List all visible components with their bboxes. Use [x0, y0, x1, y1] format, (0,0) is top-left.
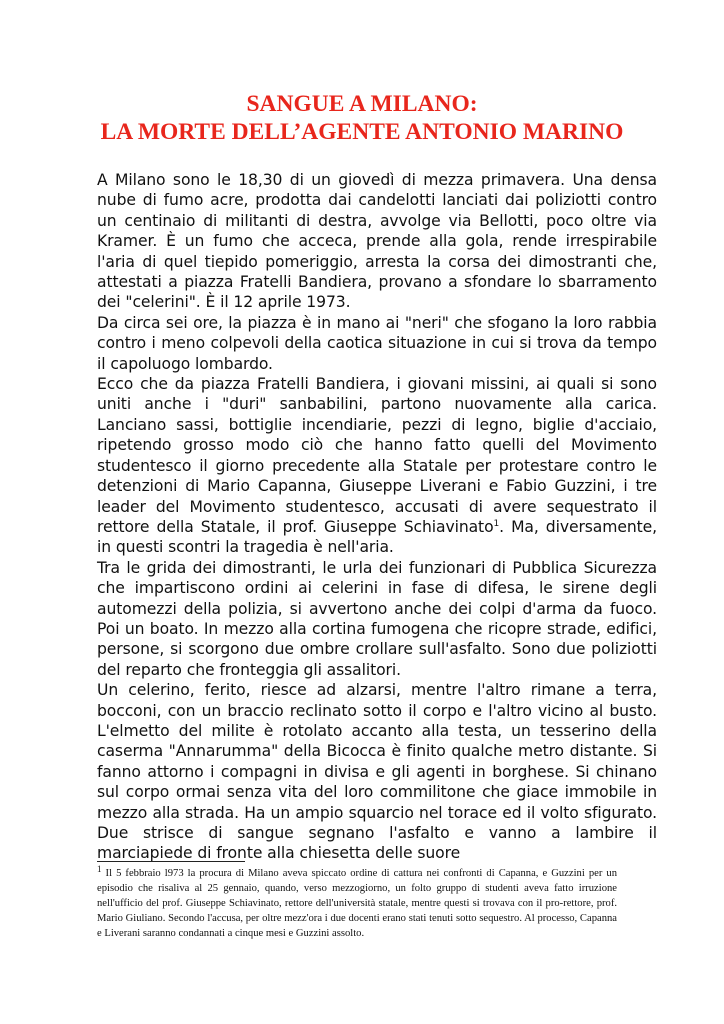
paragraph-4 — [97, 558, 657, 680]
paragraph-text: Da circa sei ore, la piazza è in mano ai "neri" che sfogano la loro rabbia contro i meno colpevoli della caotica situazione in cui si trova da tempo il capoluogo lombardo. — [97, 313, 657, 373]
footnote-number: 1 — [97, 864, 102, 874]
paragraph-text: . Ma, diversamente, in questi scontri la tragedia è nell'aria. — [97, 517, 657, 557]
paragraph-1 — [97, 170, 657, 313]
paragraph-text: Un celerino, ferito, riesce ad alzarsi, mentre l'altro rimane a terra, bocconi, con un braccio reclinato sotto il corpo e l'altro vicino al busto. L'elmetto del milite è rotolato accanto alla testa, un tesserino della caserma "Annarumma" della Bicocca è finito qualche metro distante. Si fanno attorno i compagni in divisa e gli agenti in borghese. Si chinano sul corpo ormai senza vita del loro commilitone che giace immobile in mezzo alla strada. Ha un ampio squarcio nel torace ed il volto sfigurato. Due strisce di sangue segnano l'asfalto e vanno a lambire il marciapiede di fronte alla chiesetta delle suore — [97, 681, 657, 863]
article-body — [97, 170, 657, 864]
title-line-2: LA MORTE DELL’AGENTE ANTONIO MARINO — [100, 119, 624, 145]
document-title — [0, 90, 724, 146]
footnote-divider — [97, 861, 245, 862]
title-line-1: SANGUE A MILANO: — [246, 91, 478, 117]
footnote — [97, 866, 617, 941]
paragraph-2 — [97, 313, 657, 374]
footnote-text: Il 5 febbraio l973 la procura di Milano aveva spiccato ordine di cattura nei confronti di Capanna, e Guzzini per un episodio che risaliva al 25 gennaio, quando, verso mezzogiorno, un folto gruppo di studenti aveva fatto irruzione nell'ufficio del prof. Giuseppe Schiavinato, rettore dell'università statale, mentre questi si trovava con il pro-rettore, prof. Mario Giuliano. Secondo l'accusa, per oltre mezz'ora i due docenti erano stati tenuti sotto sequestro. Al processo, Capanna e Liverani saranno condannati a cinque mesi e Guzzini assolto. — [97, 868, 617, 939]
footnote-reference[interactable]: 1 — [493, 518, 500, 529]
paragraph-3 — [97, 374, 657, 558]
paragraph-text: Ecco che da piazza Fratelli Bandiera, i giovani missini, ai quali si sono uniti anche i "duri" sanbabilini, partono nuovamente alla carica. Lanciano sassi, bottiglie incendiarie, pezzi di legno, biglie d'acciaio, ripetendo grosso modo ciò che hanno fatto quelli del Movimento studentesco il giorno precedente alla Statale per protestare contro le detenzioni di Mario Capanna, Giuseppe Liverani e Fabio Guzzini, i tre leader del Movimento studentesco, accusati di avere sequestrato il rettore della Statale, il prof. Giuseppe Schiavinato — [97, 375, 657, 536]
paragraph-text: Tra le grida dei dimostranti, le urla dei funzionari di Pubblica Sicurezza che impartiscono ordini ai celerini in fase di difesa, le sirene degli automezzi della polizia, si avvertono anche dei colpi d'arma da fuoco. Poi un boato. In mezzo alla cortina fumogena che ricopre strade, edifici, persone, si scorgono due ombre crollare sull'asfalto. Sono due poliziotti del reparto che fronteggia gli assalitori. — [97, 558, 657, 679]
paragraph-5 — [97, 680, 657, 864]
paragraph-text: A Milano sono le 18,30 di un giovedì di mezza primavera. Una densa nube di fumo acre, prodotta dai candelotti lanciati dai poliziotti contro un centinaio di militanti di destra, avvolge via Bellotti, poco oltre via Kramer. È un fumo che acceca, prende alla gola, rende irrespirabile l'aria di quel tiepido pomeriggio, arresta la corsa dei dimostranti che, attestati a piazza Fratelli Bandiera, provano a sfondare lo sbarramento dei "celerini". È il 12 aprile 1973. — [97, 171, 657, 312]
